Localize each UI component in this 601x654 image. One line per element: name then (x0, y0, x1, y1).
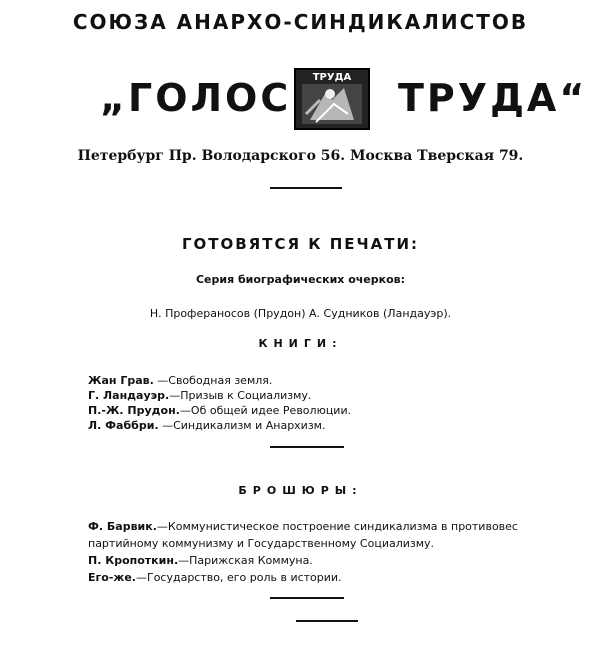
book-author: Жан Грав. (88, 374, 154, 387)
book-title: —Синдикализм и Анархизм. (158, 419, 326, 432)
books-heading: КНИГИ: (258, 337, 343, 350)
list-item (88, 388, 351, 403)
series-heading: Серия биографических очерков: (195, 273, 406, 286)
books-list (88, 373, 351, 433)
book-title: —Призыв к Социализму. (169, 389, 312, 402)
divider (270, 597, 344, 599)
brochures-list (88, 518, 558, 586)
forthcoming-heading: ГОТОВЯТСЯ К ПЕЧАТИ: (181, 235, 420, 253)
publisher-brand (0, 68, 601, 132)
brand-word-golos: „ГОЛОС (100, 76, 292, 120)
list-item (88, 552, 558, 569)
logo-label: ТРУДА (312, 72, 352, 83)
publisher-logo (294, 68, 370, 130)
brochure-author: Его-же. (88, 571, 136, 584)
book-title: —Свободная земля. (153, 374, 273, 387)
divider (296, 620, 358, 622)
list-item (88, 518, 558, 552)
book-title: —Об общей идее Революции. (179, 404, 352, 417)
divider (270, 446, 344, 448)
brochure-author: Ф. Барвик. (88, 520, 157, 533)
union-title: СОЮЗА АНАРХО-СИНДИКАЛИСТОВ (72, 10, 529, 34)
brochure-title: —Коммунистическое построение синдикализма в противовес партийному коммунизму и Государственному Социализму. (88, 520, 518, 550)
brochure-title: —Государство, его роль в истории. (135, 571, 342, 584)
list-item (88, 418, 351, 433)
brochure-title: —Парижская Коммуна. (178, 554, 313, 567)
list-item (88, 569, 558, 586)
book-author: Г. Ландауэр. (88, 389, 170, 402)
brochures-heading: БРОШЮРЫ: (238, 484, 363, 497)
brand-word-truda: ТРУДА“ (398, 76, 588, 120)
book-author: П.-Ж. Прудон. (88, 404, 180, 417)
brochure-author: П. Кропоткин. (88, 554, 179, 567)
series-authors: Н. Профераносов (Прудон) А. Судников (Ландауэр). (149, 307, 452, 320)
book-author: Л. Фаббри. (88, 419, 159, 432)
publisher-address: Петербург Пр. Володарского 56. Москва Тверская 79. (77, 148, 524, 164)
list-item (88, 373, 351, 388)
divider (270, 187, 342, 189)
list-item (88, 403, 351, 418)
